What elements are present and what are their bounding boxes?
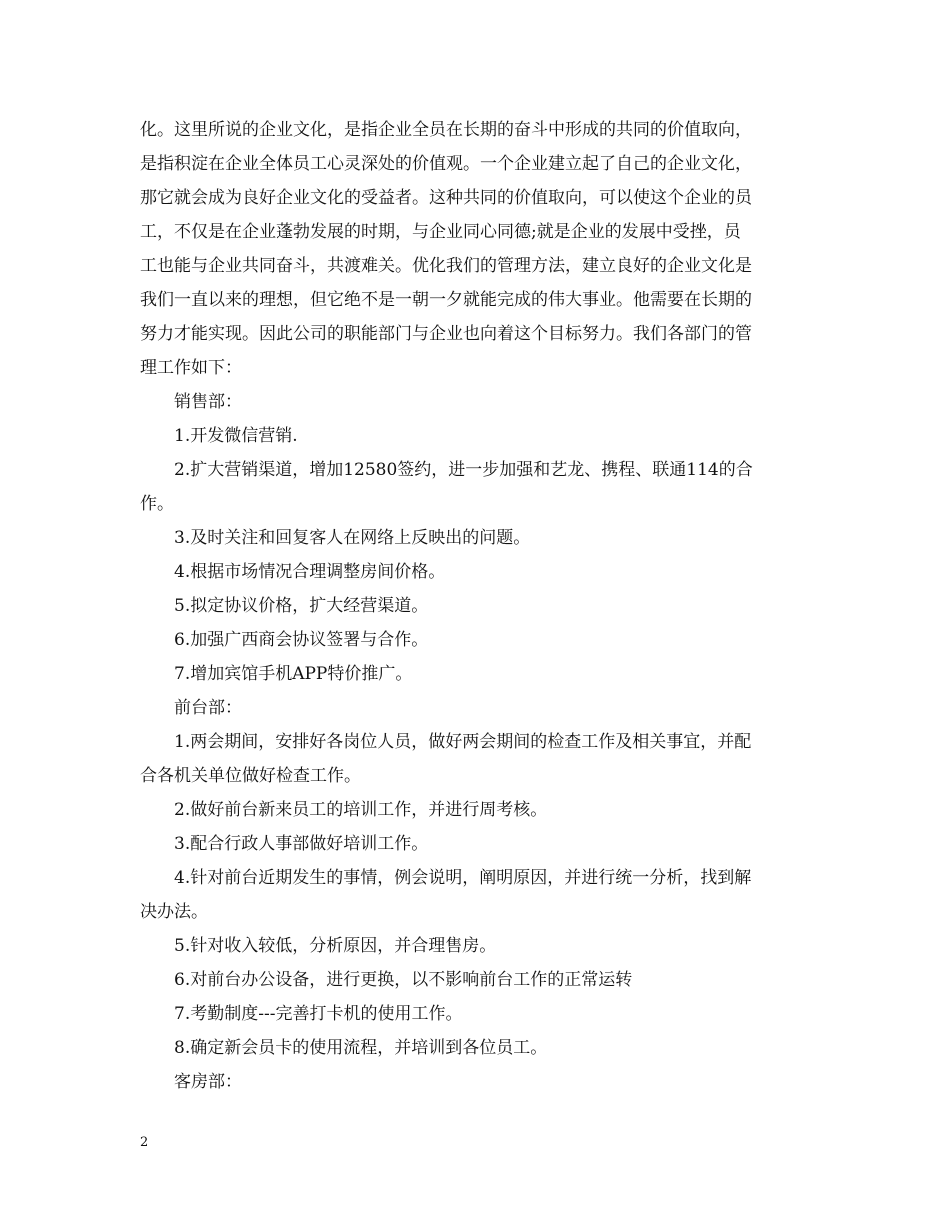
text-line: 4.根据市场情况合理调整房间价格。 — [174, 562, 446, 582]
text-line: 客房部： — [174, 1072, 242, 1092]
text-line: 2.扩大营销渠道，增加12580签约，进一步加强和艺龙、携程、联通114的合 — [174, 460, 753, 480]
text-line: 3.及时关注和回复客人在网络上反映出的问题。 — [174, 528, 531, 548]
text-line: 1.两会期间，安排好各岗位人员，做好两会期间的检查工作及相关事宜，并配 — [174, 732, 752, 752]
text-line: 理工作如下： — [140, 358, 242, 378]
text-line: 5.针对收入较低，分析原因，并合理售房。 — [174, 936, 497, 956]
text-line: 7.增加宾馆手机APP特价推广。 — [174, 664, 413, 684]
text-line: 工也能与企业共同奋斗，共渡难关。优化我们的管理方法，建立良好的企业文化是 — [140, 256, 752, 276]
text-line: 努力才能实现。因此公司的职能部门与企业也向着这个目标努力。我们各部门的管 — [140, 324, 752, 344]
text-line: 工，不仅是在企业蓬勃发展的时期，与企业同心同德;就是企业的发展中受挫，员 — [140, 222, 741, 242]
text-line: 5.拟定协议价格，扩大经营渠道。 — [174, 596, 429, 616]
page-number: 2 — [140, 1135, 149, 1150]
text-line: 6.对前台办公设备，进行更换，以不影响前台工作的正常运转 — [174, 970, 633, 990]
text-line: 2.做好前台新来员工的培训工作，并进行周考核。 — [174, 800, 548, 820]
document-body — [140, 113, 812, 1099]
text-line: 7.考勤制度---完善打卡机的使用工作。 — [174, 1004, 463, 1024]
text-line: 化。这里所说的企业文化，是指企业全员在长期的奋斗中形成的共同的价值取向， — [140, 120, 752, 140]
text-line: 前台部： — [174, 698, 242, 718]
text-line: 4.针对前台近期发生的事情，例会说明，阐明原因，并进行统一分析，找到解 — [174, 868, 752, 888]
text-line: 是指积淀在企业全体员工心灵深处的价值观。一个企业建立起了自己的企业文化， — [140, 154, 752, 174]
text-line: 那它就会成为良好企业文化的受益者。这种共同的价值取向，可以使这个企业的员 — [140, 188, 752, 208]
text-line: 3.配合行政人事部做好培训工作。 — [174, 834, 429, 854]
text-line: 我们一直以来的理想，但它绝不是一朝一夕就能完成的伟大事业。他需要在长期的 — [140, 290, 752, 310]
text-line: 合各机关单位做好检查工作。 — [140, 766, 361, 786]
text-line: 1.开发微信营销. — [174, 426, 298, 446]
text-line: 8.确定新会员卡的使用流程，并培训到各位员工。 — [174, 1038, 548, 1058]
text-line: 6.加强广西商会协议签署与合作。 — [174, 630, 429, 650]
text-line: 作。 — [140, 494, 174, 514]
text-line: 销售部： — [174, 392, 242, 412]
text-line: 决办法。 — [140, 902, 208, 922]
